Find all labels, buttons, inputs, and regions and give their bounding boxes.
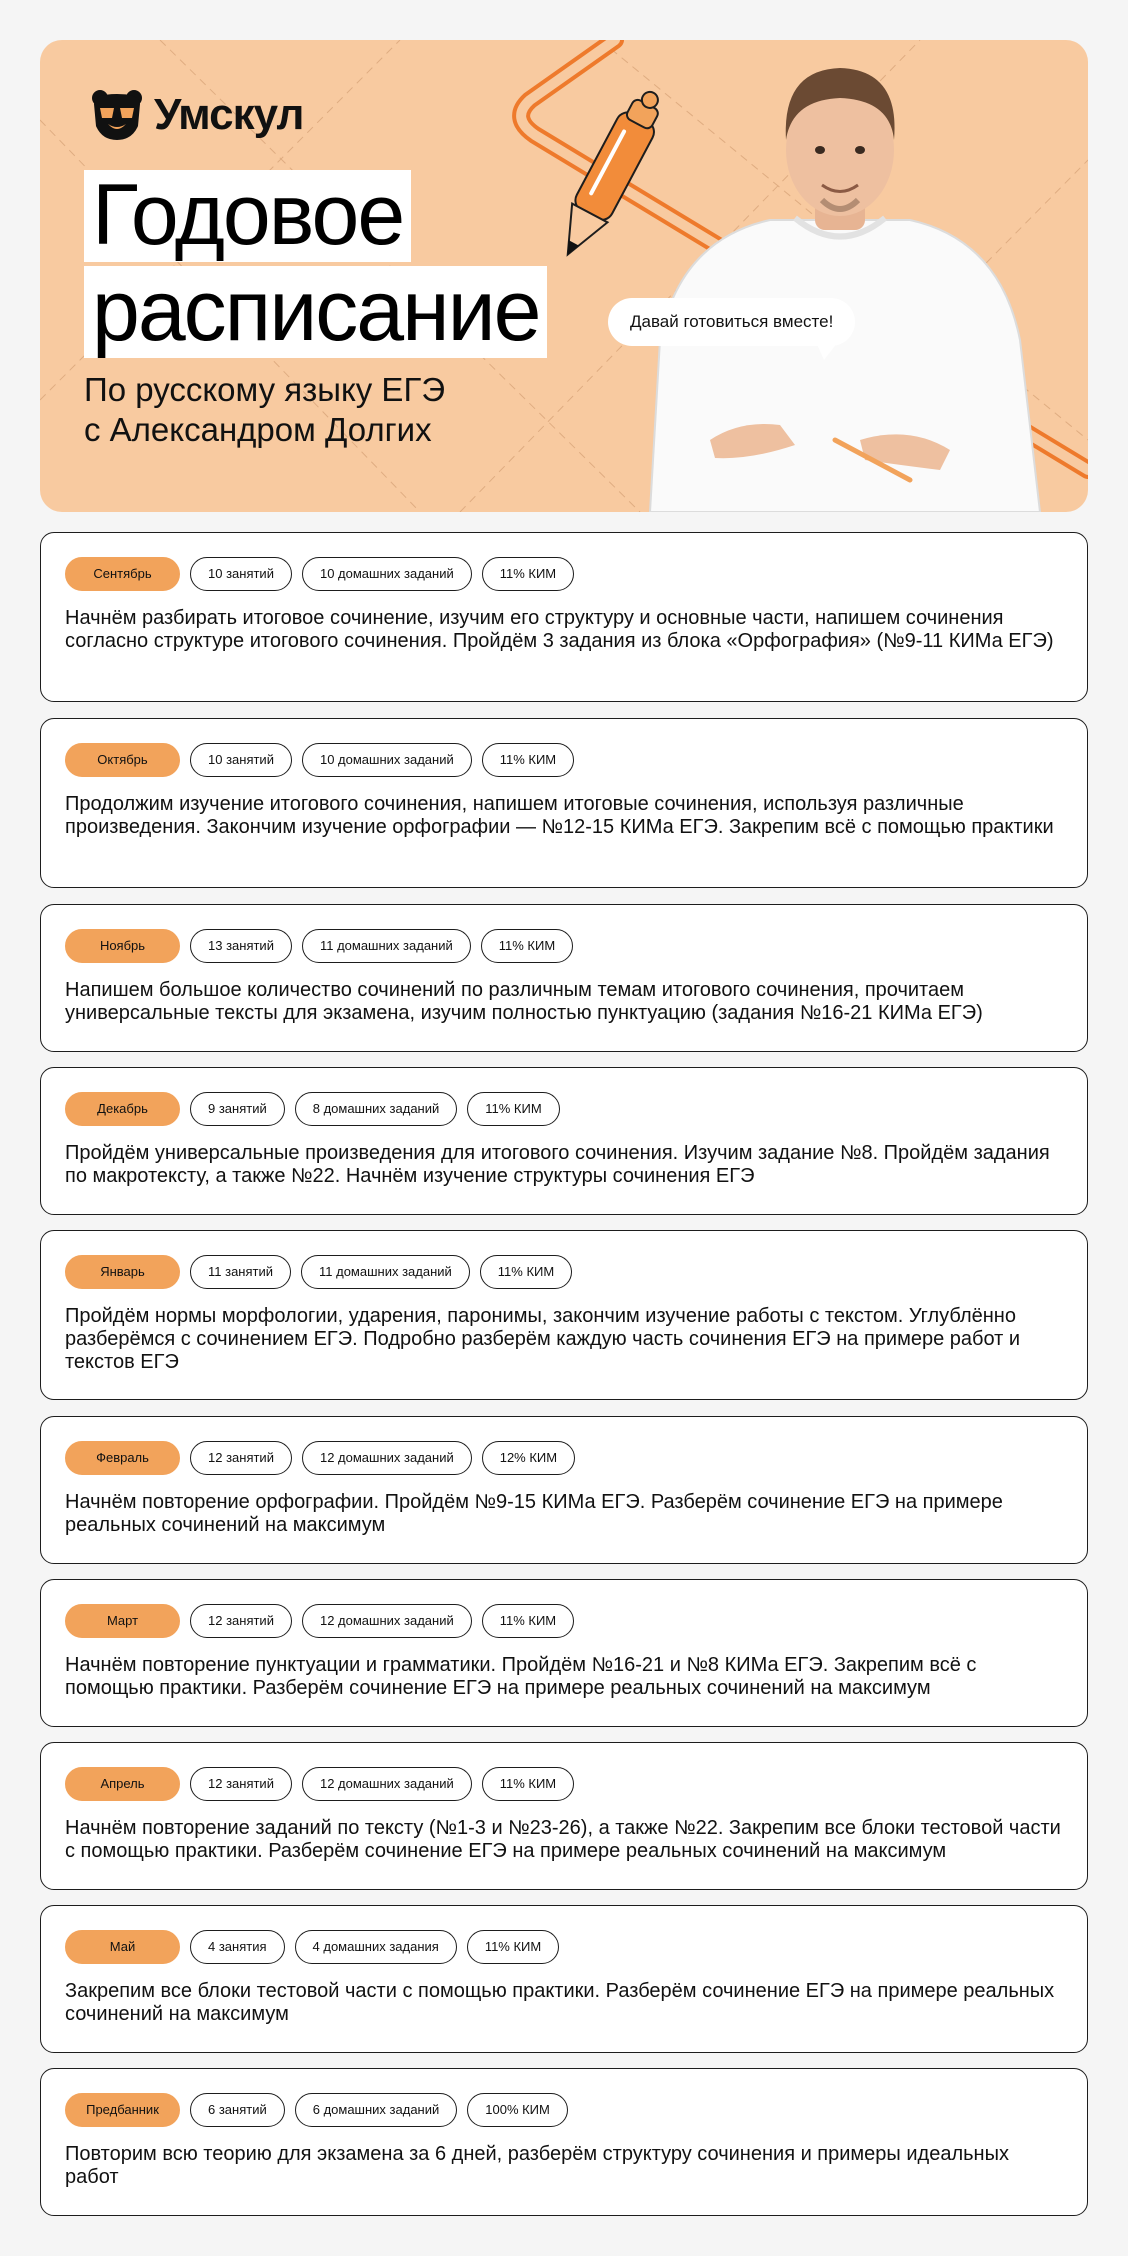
teacher-photo (610, 40, 1088, 512)
month-card-april (40, 1742, 1088, 1890)
kim-tag: 11% КИМ (481, 929, 573, 963)
homework-tag: 6 домашних заданий (295, 2093, 458, 2127)
lessons-tag: 4 занятия (190, 1930, 285, 1964)
month-description: Продолжим изучение итогового сочинения, напишем итоговые сочинения, используя различные произведения. Закончим изучение орфографии — №12-15 КИМа ЕГЭ. Закрепим всё с помощью практики (65, 793, 1054, 838)
kim-tag: 12% КИМ (482, 1441, 575, 1475)
month-card-may (40, 1905, 1088, 2053)
subtitle-line-1: По русскому языку ЕГЭ (84, 371, 446, 408)
homework-tag: 4 домашних задания (295, 1930, 457, 1964)
homework-tag: 8 домашних заданий (295, 1092, 458, 1126)
page-title (84, 167, 547, 362)
month-badge: Декабрь (65, 1092, 180, 1126)
month-card-predbannik (40, 2068, 1088, 2216)
kim-tag: 11% КИМ (467, 1930, 559, 1964)
month-card-january (40, 1230, 1088, 1400)
month-description: Начнём повторение орфографии. Пройдём №9-15 КИМа ЕГЭ. Разберём сочинение ЕГЭ на примере реальных сочинений на максимум (65, 1491, 1003, 1536)
month-badge: Ноябрь (65, 929, 180, 963)
month-badge: Предбанник (65, 2093, 180, 2127)
bear-logo-icon (88, 86, 146, 144)
month-description: Повторим всю теорию для экзамена за 6 дней, разберём структуру сочинения и примеры идеальных работ (65, 2143, 1009, 2188)
lessons-tag: 10 занятий (190, 743, 292, 777)
lessons-tag: 10 занятий (190, 557, 292, 591)
kim-tag: 11% КИМ (480, 1255, 572, 1289)
month-badge: Январь (65, 1255, 180, 1289)
month-card-october (40, 718, 1088, 888)
month-description: Начнём разбирать итоговое сочинение, изучим его структуру и основные части, напишем сочинения согласно структуре итогового сочинения. Пройдём 3 задания из блока «Орфография» (№9-11 КИМа ЕГЭ) (65, 607, 1054, 652)
month-card-december (40, 1067, 1088, 1215)
month-description: Закрепим все блоки тестовой части с помощью практики. Разберём сочинение ЕГЭ на примере реальных сочинений на максимум (65, 1980, 1055, 2025)
umskul-logo (88, 86, 303, 144)
homework-tag: 12 домашних заданий (302, 1604, 472, 1638)
homework-tag: 11 домашних заданий (302, 929, 471, 963)
lessons-tag: 12 занятий (190, 1767, 292, 1801)
kim-tag: 11% КИМ (482, 743, 574, 777)
month-description: Пройдём универсальные произведения для итогового сочинения. Изучим задание №8. Пройдём задания по макротексту, а также №22. Начнём изучение структуры сочинения ЕГЭ (65, 1142, 1050, 1187)
month-card-september (40, 532, 1088, 702)
kim-tag: 11% КИМ (482, 1767, 574, 1801)
month-badge: Апрель (65, 1767, 180, 1801)
month-card-november (40, 904, 1088, 1052)
month-badge: Февраль (65, 1441, 180, 1475)
hero-banner (40, 40, 1088, 512)
month-badge: Сентябрь (65, 557, 180, 591)
month-card-march (40, 1579, 1088, 1727)
lessons-tag: 13 занятий (190, 929, 292, 963)
homework-tag: 10 домашних заданий (302, 743, 472, 777)
month-card-february (40, 1416, 1088, 1564)
month-badge: Октябрь (65, 743, 180, 777)
lessons-tag: 6 занятий (190, 2093, 285, 2127)
speech-bubble-tail (816, 342, 838, 362)
lessons-tag: 12 занятий (190, 1441, 292, 1475)
title-line-2: расписание (84, 266, 547, 358)
month-description: Начнём повторение заданий по тексту (№1-3 и №23-26), а также №22. Закрепим все блоки тестовой части с помощью практики. Разберём сочинение ЕГЭ на примере реальных сочинений на максимум (65, 1817, 1061, 1862)
page-subtitle (84, 370, 445, 450)
homework-tag: 12 домашних заданий (302, 1767, 472, 1801)
title-line-1: Годовое (84, 170, 411, 262)
homework-tag: 10 домашних заданий (302, 557, 472, 591)
month-description: Напишем большое количество сочинений по различным темам итогового сочинения, прочитаем универсальные тексты для экзамена, изучим полностью пунктуацию (задания №16-21 КИМа ЕГЭ) (65, 979, 983, 1024)
homework-tag: 11 домашних заданий (301, 1255, 470, 1289)
kim-tag: 100% КИМ (467, 2093, 568, 2127)
homework-tag: 12 домашних заданий (302, 1441, 472, 1475)
lessons-tag: 9 занятий (190, 1092, 285, 1126)
subtitle-line-2: с Александром Долгих (84, 411, 432, 448)
month-badge: Март (65, 1604, 180, 1638)
kim-tag: 11% КИМ (482, 1604, 574, 1638)
logo-text: Умскул (154, 90, 304, 139)
lessons-tag: 11 занятий (190, 1255, 291, 1289)
kim-tag: 11% КИМ (482, 557, 574, 591)
kim-tag: 11% КИМ (467, 1092, 559, 1126)
month-description: Начнём повторение пунктуации и грамматики. Пройдём №16-21 и №8 КИМа ЕГЭ. Закрепим всё с помощью практики. Разберём сочинение ЕГЭ на примере реальных сочинений на максимум (65, 1654, 977, 1699)
speech-bubble: Давай готовиться вместе! (608, 298, 855, 346)
lessons-tag: 12 занятий (190, 1604, 292, 1638)
month-description: Пройдём нормы морфологии, ударения, паронимы, закончим изучение работы с текстом. Углублённо разберёмся с сочинением ЕГЭ. Подробно разберём каждую часть сочинения ЕГЭ на примере работ и текстов ЕГЭ (65, 1305, 1021, 1373)
month-badge: Май (65, 1930, 180, 1964)
